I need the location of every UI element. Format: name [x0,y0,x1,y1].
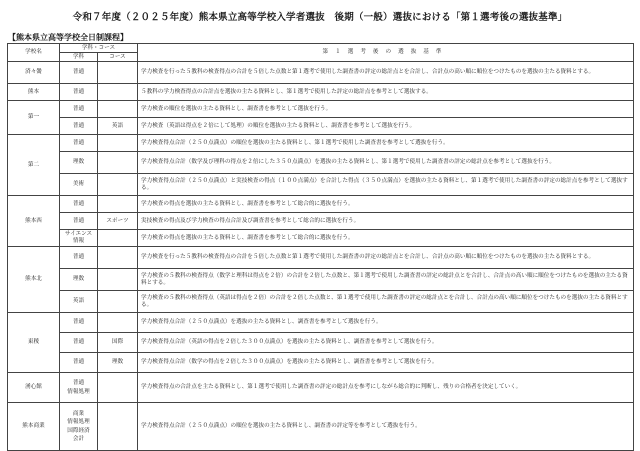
school-name: 熊本西 [8,196,60,247]
table-row [8,174,634,196]
table-header-row [8,44,634,53]
course-cell [98,291,138,313]
course-cell: 国際 [98,333,138,353]
table-row [8,196,634,213]
dept-cell: サイエンス情報 [60,230,98,247]
criteria-cell: 学力検査（英語は得点を２倍にして処理）の順位を選抜の主たる資料とし、調査書を参考として選抜を行う。 [138,118,634,135]
dept-cell: 普通 [60,118,98,135]
dept-cell [60,373,98,403]
school-name: 熊本商業 [8,403,60,451]
table-row [8,333,634,353]
dept-cell: 普通 [60,247,98,269]
course-cell [98,135,138,152]
school-name: 熊本 [8,84,60,101]
table-row [8,403,634,451]
dept-cell [60,403,98,451]
table-row [8,373,634,403]
dept-cell: 普通 [60,353,98,373]
course-cell [98,101,138,118]
course-cell: 英語 [98,118,138,135]
table-row [8,118,634,135]
criteria-cell: 学力検査の５教科の検査得点（英語は得点を２倍）の合計を２倍した点数と、第１選考で使用した調査書の評定の総計点とを合計し、合計点の高い順に順位をつけたものを選抜の主たる資料とする。 [138,291,634,313]
table-row [8,135,634,152]
table-row [8,291,634,313]
dept-cell: 普通 [60,84,98,101]
course-cell [98,247,138,269]
school-name: 第二 [8,135,60,196]
course-cell [98,62,138,84]
criteria-cell: 学力検査得点合計（数学及び理科の得点を２倍にした３５０点満点）を選抜の主たる資料とし、第１選考で使用した調査書の評定の総計点を参考として選抜を行う。 [138,152,634,174]
criteria-cell: 学力検査得点合計（２５０点満点）と実技検査の得点（１００点満点）を合計した得点（３５０点満点）を選抜の主たる資料とし、第１選考で使用した調査書の評定の総計点を参考として選抜する。 [138,174,634,196]
dept-cell: 理数 [60,269,98,291]
criteria-cell: 学力検査得点合計（英語の得点を２倍した３００点満点）を選抜の主たる資料とし、調査書を参考として選抜を行う。 [138,333,634,353]
table-row [8,313,634,333]
table-row [8,62,634,84]
table-row [8,213,634,230]
criteria-cell: 学力検査の得点を選抜の主たる資料とし、調査書を参考として総合的に選抜を行う。 [138,196,634,213]
course-cell [98,269,138,291]
course-cell [98,174,138,196]
criteria-cell: 学力検査の５教科の検査得点（数学と理科は得点を２倍）の合計を２倍した点数と、第１選考で使用した調査書の評定の総計点とを合計し、合計点の高い順に順位をつけたものを選抜の主たる資料とする。 [138,269,634,291]
course-cell: 理数 [98,353,138,373]
criteria-cell: ５教科の学力検査得点の合計点を選抜の主たる資料とし、第１選考で使用した評定の総計点を参考として選抜する。 [138,84,634,101]
school-name: 第一 [8,101,60,135]
dept-cell: 普通 [60,135,98,152]
course-cell [98,152,138,174]
dept-line: 情報処理 [67,419,90,425]
course-cell: スポーツ [98,213,138,230]
dept-cell: 美術 [60,174,98,196]
document-title: 令和７年度（２０２５年度）熊本県立高等学校入学者選抜 後期（一般）選抜における「第１選考後の選抜基準」 [72,12,568,23]
table-row [8,353,634,373]
dept-line: 国際経済 [67,427,90,434]
header-dept-course: 学科・コース [60,44,138,53]
school-name: 熊本北 [8,247,60,313]
school-name: 済々黌 [8,62,60,84]
school-name: 東稜 [8,313,60,373]
dept-cell: 英語 [60,291,98,313]
course-cell [98,313,138,333]
dept-line: 普通 [72,380,85,386]
table-row [8,84,634,101]
criteria-cell: 実技検査の得点及び学力検査の得点合計及び調査書を参考として総合的に選抜を行う。 [138,213,634,230]
dept-cell: 理数 [60,152,98,174]
criteria-cell: 学力検査の順位を選抜の主たる資料とし、調査書を参考として選抜を行う。 [138,101,634,118]
course-cell [98,373,138,403]
criteria-cell: 学力検査得点合計（２５０点満点）の順位を選抜の主たる資料とし、第１選考で使用した調査書を参考として選抜を行う。 [138,135,634,152]
criteria-cell: 学力検査を行った５教科の検査得点の合計を５倍した点数と第１選考で使用した調査書の評定の総計点とを合計し、合計点の高い順に順位をつけたものを選抜の主たる資料とする。 [138,62,634,84]
criteria-cell: 学力検査の得点を選抜の主たる資料とし、調査書を参考として総合的に選抜を行う。 [138,230,634,247]
table-row [8,101,634,118]
criteria-cell: 学力検査得点合計（数学の得点を２倍した３００点満点）を選抜の主たる資料とし、調査書を参考として選抜を行う。 [138,353,634,373]
course-cell [98,84,138,101]
table-row [8,269,634,291]
criteria-table [7,43,634,451]
header-dept: 学科 [60,53,98,62]
table-row [8,247,634,269]
dept-line: 情報処理 [67,388,90,395]
dept-cell: 普通 [60,196,98,213]
criteria-cell: 学力検査得点合計（２５０点満点）を選抜の主たる資料とし、調査書を参考として選抜を行う。 [138,313,634,333]
dept-line: 会計 [72,436,85,442]
criteria-cell: 学力検査得点合計（２５０点満点）の順位を選抜の主たる資料とし、調査書の評定等を参考として選抜を行う。 [138,403,634,451]
dept-cell: 普通 [60,101,98,118]
dept-line: 商業 [72,410,85,417]
course-cell [98,196,138,213]
dept-cell: 普通 [60,213,98,230]
dept-cell: 普通 [60,313,98,333]
criteria-cell: 学力検査得点の合計点を主たる資料とし、第１選考で使用した調査書の評定の総計点を参考にしながら総合的に判断し、残りの合格者を決定していく。 [138,373,634,403]
course-cell [98,403,138,451]
header-course: コース [98,53,138,62]
course-cell [98,230,138,247]
dept-cell: 普通 [60,62,98,84]
school-name: 湧心館 [8,373,60,403]
section-heading: 【熊本県立高等学校全日制課程】 [8,33,128,42]
table-row [8,230,634,247]
header-criteria: 第１選考後の選抜基準 [138,44,634,62]
criteria-cell: 学力検査を行った５教科の検査得点の合計を５倍した点数と第１選考で使用した調査書の評定の総計点とを合計し、合計点の高い順に順位をつけたものを選抜の主たる資料とする。 [138,247,634,269]
table-row [8,152,634,174]
dept-cell: 普通 [60,333,98,353]
header-school: 学校名 [8,44,60,62]
